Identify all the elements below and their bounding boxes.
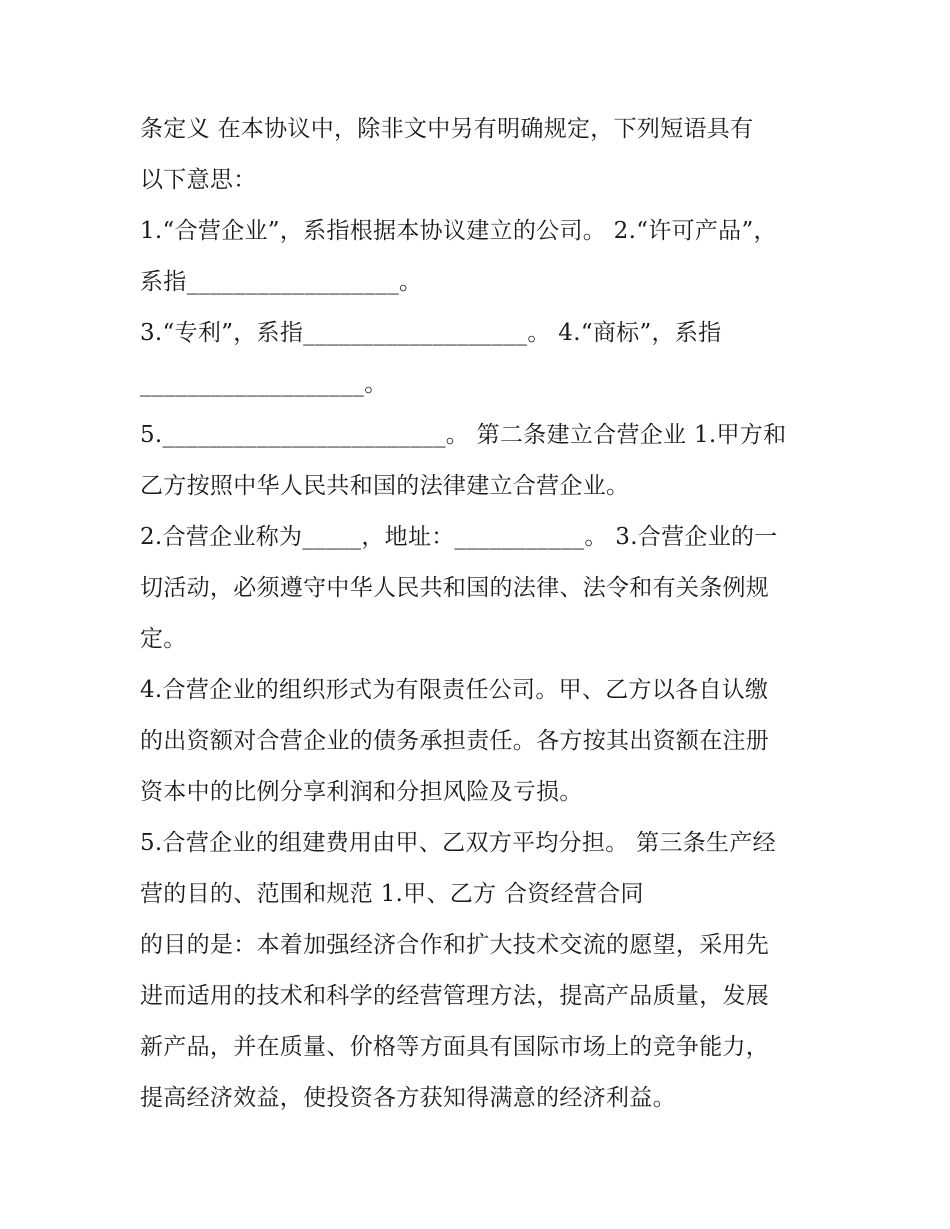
text-line: 定。 [140, 626, 187, 652]
text-line: 条定义 在本协议中，除非文中另有明确规定，下列短语具有 [140, 116, 754, 142]
text-line: 2.合营企业称为_____，地址：___________。 3.合营企业的一 [140, 524, 778, 550]
text-line: 以下意思： [140, 167, 257, 193]
text-line: 切活动，必须遵守中华人民共和国的法律、法令和有关条例规 [140, 575, 770, 601]
contract-body-text [140, 104, 830, 1124]
text-line: 3.“专利”，系指___________________。 4.“商标”，系指 [140, 320, 722, 346]
text-line: 的出资额对合营企业的债务承担责任。各方按其出资额在注册 [140, 728, 770, 754]
text-line: 营的目的、范围和规范 1.甲、乙方 合资经营合同 [140, 881, 644, 907]
text-line: 资本中的比例分享利润和分担风险及亏损。 [140, 779, 583, 805]
text-line: 进而适用的技术和科学的经营管理方法，提高产品质量，发展 [140, 983, 770, 1009]
text-line: 新产品，并在质量、价格等方面具有国际市场上的竞争能力， [140, 1034, 770, 1060]
text-line: 5.合营企业的组建费用由甲、乙双方平均分担。 第三条生产经 [140, 830, 776, 856]
text-line: 4.合营企业的组织形式为有限责任公司。甲、乙方以各自认缴 [140, 677, 769, 703]
text-line: 乙方按照中华人民共和国的法律建立合营企业。 [140, 473, 630, 499]
text-line: 5.________________________。 第二条建立合营企业 1.甲方和 [140, 422, 787, 448]
text-line: 提高经济效益，使投资各方获知得满意的经济利益。 [140, 1085, 676, 1111]
text-line: 的目的是：本着加强经济合作和扩大技术交流的愿望，采用先 [140, 932, 770, 958]
text-line: ___________________。 [140, 371, 388, 397]
text-line: 系指__________________。 [140, 269, 423, 295]
text-line: 1.“合营企业”，系指根据本协议建立的公司。 2.“许可产品”， [140, 218, 777, 244]
